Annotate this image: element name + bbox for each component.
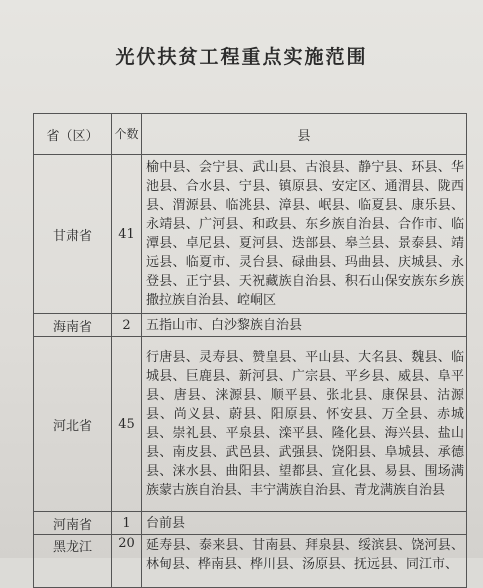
counties-cell: 延寿县、泰来县、甘南县、拜泉县、绥滨县、饶河县、林甸县、桦南县、桦川县、汤原县、抚远县、同江市、 (142, 535, 467, 588)
table-row (34, 314, 467, 337)
table-header-row (34, 114, 467, 155)
scope-table (33, 113, 467, 588)
table-row (34, 535, 467, 588)
province-cell: 黑龙江 (34, 535, 112, 588)
count-cell: 2 (112, 314, 142, 337)
count-cell: 45 (112, 337, 142, 512)
count-cell: 20 (112, 535, 142, 588)
table-row (34, 512, 467, 535)
counties-cell: 台前县 (142, 512, 467, 535)
province-cell: 河南省 (34, 512, 112, 535)
header-counties: 县 (142, 114, 467, 155)
counties-cell: 五指山市、白沙黎族自治县 (142, 314, 467, 337)
table-row (34, 337, 467, 512)
count-cell: 1 (112, 512, 142, 535)
counties-cell: 榆中县、会宁县、武山县、古浪县、静宁县、环县、华池县、合水县、宁县、镇原县、安定区、通渭县、陇西县、渭源县、临洮县、漳县、岷县、临夏县、康乐县、永靖县、广河县、和政县、东乡族自治县、合作市、临潭县、卓尼县、夏河县、迭部县、皋兰县、景泰县、靖远县、临夏市、灵台县、碌曲县、玛曲县、庆城县、永登县、正宁县、天祝藏族自治县、积石山保安族东乡族撒拉族自治县、崆峒区 (142, 155, 467, 314)
counties-cell: 行唐县、灵寿县、赞皇县、平山县、大名县、魏县、临城县、巨鹿县、新河县、广宗县、平乡县、威县、阜平县、唐县、涞源县、顺平县、张北县、康保县、沽源县、尚义县、蔚县、阳原县、怀安县、万全县、赤城县、崇礼县、平泉县、滦平县、隆化县、海兴县、盐山县、南皮县、武邑县、武强县、饶阳县、阜城县、承德县、涞水县、曲阳县、望都县、宣化县、易县、围场满族蒙古族自治县、丰宁满族自治县、青龙满族自治县 (142, 337, 467, 512)
header-province: 省（区） (34, 114, 112, 155)
province-cell: 河北省 (34, 337, 112, 512)
province-cell: 甘肃省 (34, 155, 112, 314)
header-count: 个数 (112, 114, 142, 155)
document-title: 光伏扶贫工程重点实施范围 (115, 46, 368, 68)
count-cell: 41 (112, 155, 142, 314)
province-cell: 海南省 (34, 314, 112, 337)
table-row (34, 155, 467, 314)
